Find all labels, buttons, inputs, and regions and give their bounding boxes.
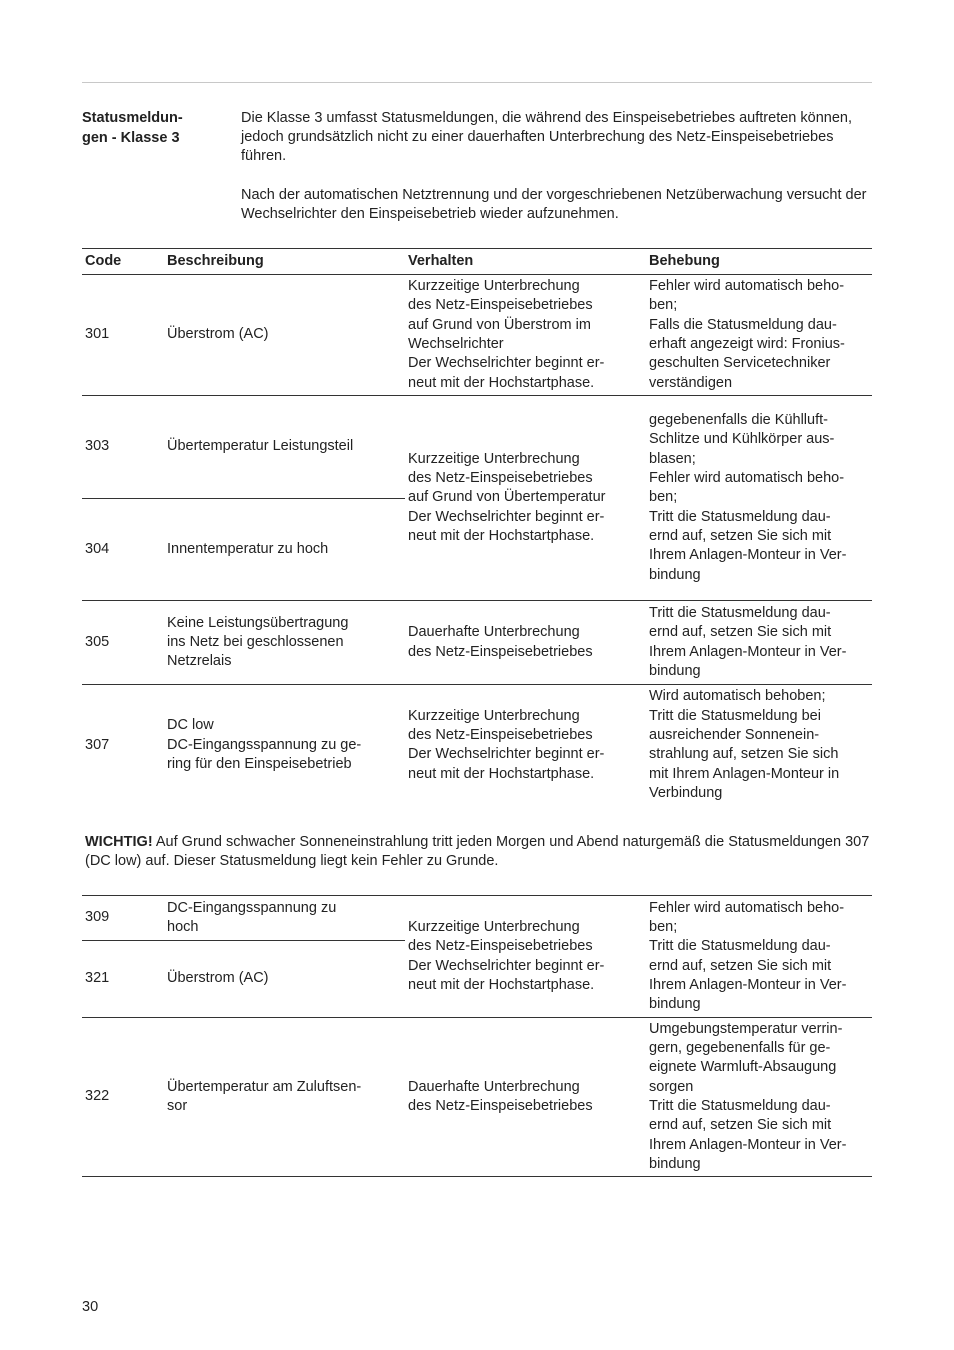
header-code: Code (82, 249, 164, 275)
description-cell: Innentemperatur zu hoch (164, 499, 405, 601)
table-row (82, 896, 872, 941)
description-cell: DC low DC-Eingangsspannung zu ge- ring für den Einspeisebetrieb (164, 685, 405, 806)
header-fix: Behebung (646, 249, 872, 275)
important-label: WICHTIG! (85, 834, 153, 850)
behavior-cell: Kurzzeitige Unterbrechung des Netz-Einspeisebetriebes Der Wechselrichter beginnt er- neut mit der Hochstartphase. (405, 896, 646, 1018)
header-description: Beschreibung (164, 249, 405, 275)
status-table-1 (82, 248, 872, 806)
code-cell: 321 (82, 941, 164, 1018)
table-row (82, 685, 872, 806)
fix-cell: gegebenenfalls die Kühlluft- Schlitze und Kühlkörper aus- blasen; Fehler wird automatisch beho- ben; Tritt die Statusmeldung dau- ernd auf, setzen Sie sich mit Ihrem Anlagen-Monteur in Ver- bindung (646, 396, 872, 601)
code-cell: 309 (82, 896, 164, 941)
behavior-cell: Dauerhafte Unterbrechung des Netz-Einspeisebetriebes (405, 1018, 646, 1177)
intro-paragraph-2: Nach der automatischen Netztrennung und der vorgeschriebenen Netzüberwachung versucht der Wechselrichter den Einspeisebetrieb wieder aufzunehmen. (241, 186, 867, 222)
header-behavior: Verhalten (405, 249, 646, 275)
intro-text (241, 109, 874, 243)
description-cell: Überstrom (AC) (164, 941, 405, 1018)
fix-cell: Fehler wird automatisch beho- ben; Falls die Statusmeldung dau- erhaft angezeigt wird: Fronius- geschulten Servicetechniker verständigen (649, 278, 845, 391)
behavior-cell: Kurzzeitige Unterbrechung des Netz-Einspeisebetriebes auf Grund von Übertemperatur Der Wechselrichter beginnt er- neut mit der Hochstartphase. (405, 396, 646, 601)
table-row (82, 275, 872, 396)
table-row (82, 601, 872, 685)
fix-cell: Tritt die Statusmeldung dau- ernd auf, setzen Sie sich mit Ihrem Anlagen-Monteur in Ver- bindung (646, 601, 872, 685)
fix-cell: Umgebungstemperatur verrin- gern, gegebenenfalls für ge- eignete Warmluft-Absaugung sorgen Tritt die Statusmeldung dau- ernd auf, setzen Sie sich mit Ihrem Anlagen-Monteur in Ver- bindung (646, 1018, 872, 1177)
code-cell: 322 (82, 1018, 164, 1177)
behavior-cell: Kurzzeitige Unterbrechung des Netz-Einspeisebetriebes auf Grund von Überstrom im Wechselrichter Der Wechselrichter beginnt er- neut mit der Hochstartphase. (408, 278, 605, 391)
code-cell: 307 (82, 685, 164, 806)
status-table-2 (82, 895, 872, 1177)
section-heading: Statusmeldun- gen - Klasse 3 (82, 110, 183, 146)
code-cell: 304 (82, 499, 164, 601)
important-note (85, 833, 875, 872)
intro-paragraph-1: Die Klasse 3 umfasst Statusmeldungen, die während des Einspeisebetriebes auftreten können, jedoch grundsätzlich nicht zu einer dauerhaften Unterbrechung des Netz-Einspeisebetriebes führen. (241, 110, 852, 165)
fix-cell: Wird automatisch behoben; Tritt die Statusmeldung bei ausreichender Sonnenein- strahlung auf, setzen Sie sich mit Ihrem Anlagen-Monteur in Verbindung (646, 685, 872, 806)
fix-cell: Fehler wird automatisch beho- ben; Tritt die Statusmeldung dau- ernd auf, setzen Sie sich mit Ihrem Anlagen-Monteur in Ver- bindung (646, 896, 872, 1018)
page-number: 30 (82, 1299, 99, 1315)
table-row (82, 396, 872, 499)
description-cell: DC-Eingangsspannung zu hoch (164, 896, 405, 941)
table-row (82, 1018, 872, 1177)
code-cell: 303 (82, 396, 164, 499)
description-cell: Übertemperatur am Zuluftsen- sor (164, 1018, 405, 1177)
description-cell: Übertemperatur Leistungsteil (164, 396, 405, 499)
important-text: Auf Grund schwacher Sonneneinstrahlung tritt jeden Morgen und Abend naturgemäß die Statusmeldungen 307 (DC low) auf. Dieser Statusmeldung liegt kein Fehler zu Grunde. (85, 834, 870, 870)
code-cell: 301 (85, 326, 110, 343)
description-cell: Überstrom (AC) (167, 326, 269, 343)
behavior-cell: Kurzzeitige Unterbrechung des Netz-Einspeisebetriebes Der Wechselrichter beginnt er- neut mit der Hochstartphase. (405, 685, 646, 806)
behavior-cell: Dauerhafte Unterbrechung des Netz-Einspeisebetriebes (405, 601, 646, 685)
description-cell: Keine Leistungsübertragung ins Netz bei geschlossenen Netzrelais (164, 601, 405, 685)
code-cell: 305 (82, 601, 164, 685)
top-rule (82, 82, 872, 83)
table-header-row (82, 249, 872, 275)
